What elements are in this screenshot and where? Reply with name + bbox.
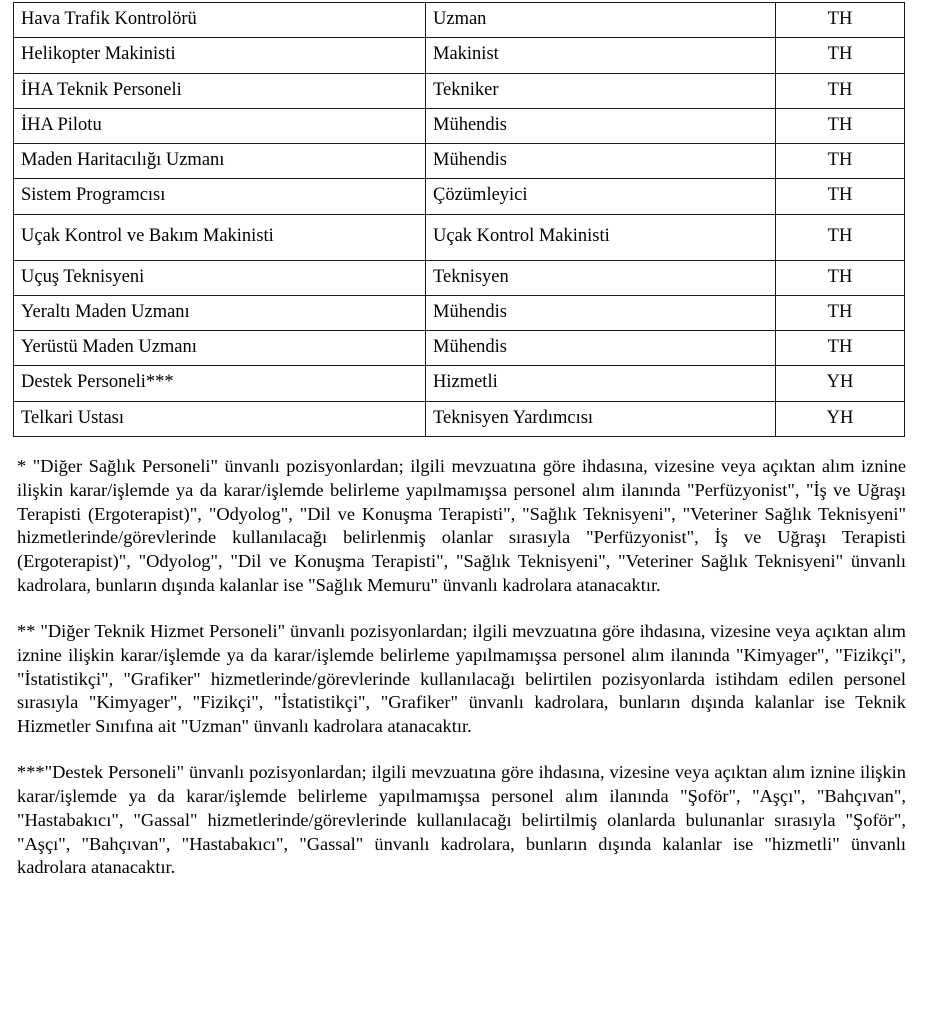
cell-cadre-title: Mühendis <box>426 108 776 143</box>
cell-position-title: Uçuş Teknisyeni <box>14 260 426 295</box>
footnote-paragraph: ** "Diğer Teknik Hizmet Personeli" ünvanlı pozisyonlardan; ilgili mevzuatına göre ihdasına, vizesine veya açıktan alım iznine ilişkin karar/işlemde ya da karar/işlemde belirleme yapılmamışsa personel alım ilanında "Kimyager", "Fizikçi", "İstatistikçi", "Grafiker" hizmetlerinde/görevlerinde kullanılacağı belirtilen pozisyonlarda istihdam edilen personel sırasıyla "Kimyager", "Fizikçi", "İstatistikçi", "Grafiker" ünvanlı kadrolara, bunların dışında kalanlar ise Teknik Hizmetler Sınıfına ait "Uzman" ünvanlı kadrolara atanacaktır. <box>17 620 906 737</box>
cell-position-title: Telkari Ustası <box>14 401 426 436</box>
cell-service-class: TH <box>776 214 905 260</box>
cell-position-title: Destek Personeli*** <box>14 366 426 401</box>
footnotes-section <box>17 455 906 880</box>
cell-service-class: TH <box>776 73 905 108</box>
cell-cadre-title: Mühendis <box>426 144 776 179</box>
cell-cadre-title: Çözümleyici <box>426 179 776 214</box>
footnote-paragraph: ***"Destek Personeli" ünvanlı pozisyonlardan; ilgili mevzuatına göre ihdasına, vizesine veya açıktan alım iznine ilişkin karar/işlemde ya da karar/işlemde belirleme yapılmamışsa personel alım ilanında "Şoför", "Aşçı", "Bahçıvan", "Hastabakıcı", "Gassal" hizmetlerinde/görevlerinde kullanılacağı belirtilmiş olanlarda bulunanlar sırasıyla "Şoför", "Aşçı", "Bahçıvan", "Hastabakıcı", "Gassal" ünvanlı kadrolara, bunların dışında kalanlar ise "hizmetli" ünvanlı kadrolara atanacaktır. <box>17 762 906 878</box>
table-row <box>14 331 905 366</box>
cell-service-class: TH <box>776 38 905 73</box>
cell-position-title: Hava Trafik Kontrolörü <box>14 3 426 38</box>
cell-service-class: TH <box>776 295 905 330</box>
table-row <box>14 144 905 179</box>
cell-position-title: Yeraltı Maden Uzmanı <box>14 295 426 330</box>
table-row <box>14 108 905 143</box>
cell-service-class: TH <box>776 108 905 143</box>
cell-cadre-title: Uçak Kontrol Makinisti <box>426 214 776 260</box>
cell-position-title: İHA Teknik Personeli <box>14 73 426 108</box>
cell-cadre-title: Mühendis <box>426 295 776 330</box>
cell-service-class: YH <box>776 401 905 436</box>
table-row <box>14 73 905 108</box>
cell-service-class: TH <box>776 144 905 179</box>
table-row <box>14 295 905 330</box>
table-row <box>14 179 905 214</box>
cell-position-title: İHA Pilotu <box>14 108 426 143</box>
cell-position-title: Sistem Programcısı <box>14 179 426 214</box>
cell-position-title: Yerüstü Maden Uzmanı <box>14 331 426 366</box>
cell-service-class: YH <box>776 366 905 401</box>
cell-cadre-title: Uzman <box>426 3 776 38</box>
table-row <box>14 38 905 73</box>
footnote-paragraph: * "Diğer Sağlık Personeli" ünvanlı pozisyonlardan; ilgili mevzuatına göre ihdasına, vizesine veya açıktan alım iznine ilişkin karar/işlemde ya da karar/işlemde belirleme yapılmamışsa personel alım ilanında "Perfüzyonist", "İş ve Uğraşı Terapisti (Ergoterapist)", "Odyolog", "Dil ve Konuşma Terapisti", "Sağlık Teknisyeni", "Veteriner Sağlık Teknisyeni" hizmetlerinde/görevlerinde kullanılacağı belirlenmiş olanlar sırasıyla "Perfüzyonist", İş ve Uğraşı Terapisti (Ergoterapist)", "Odyolog", "Dil ve Konuşma Terapisti", "Sağlık Teknisyeni", "Veteriner Sağlık Teknisyeni" ünvanlı kadrolara, bunların dışında kalanlar ise "Sağlık Memuru" ünvanlı kadrolara atanacaktır. <box>17 456 906 596</box>
cell-cadre-title: Makinist <box>426 38 776 73</box>
cell-service-class: TH <box>776 331 905 366</box>
cell-service-class: TH <box>776 179 905 214</box>
cell-position-title: Uçak Kontrol ve Bakım Makinisti <box>14 214 426 260</box>
table-row <box>14 401 905 436</box>
cell-service-class: TH <box>776 260 905 295</box>
position-title-table <box>13 2 905 437</box>
cell-position-title: Helikopter Makinisti <box>14 38 426 73</box>
cell-cadre-title: Tekniker <box>426 73 776 108</box>
cell-cadre-title: Mühendis <box>426 331 776 366</box>
table-row <box>14 214 905 260</box>
table-row <box>14 260 905 295</box>
cell-position-title: Maden Haritacılığı Uzmanı <box>14 144 426 179</box>
cell-service-class: TH <box>776 3 905 38</box>
table-row <box>14 3 905 38</box>
position-title-table-container <box>13 2 904 437</box>
cell-cadre-title: Teknisyen <box>426 260 776 295</box>
table-row <box>14 366 905 401</box>
cell-cadre-title: Hizmetli <box>426 366 776 401</box>
table-body <box>14 3 905 437</box>
cell-cadre-title: Teknisyen Yardımcısı <box>426 401 776 436</box>
